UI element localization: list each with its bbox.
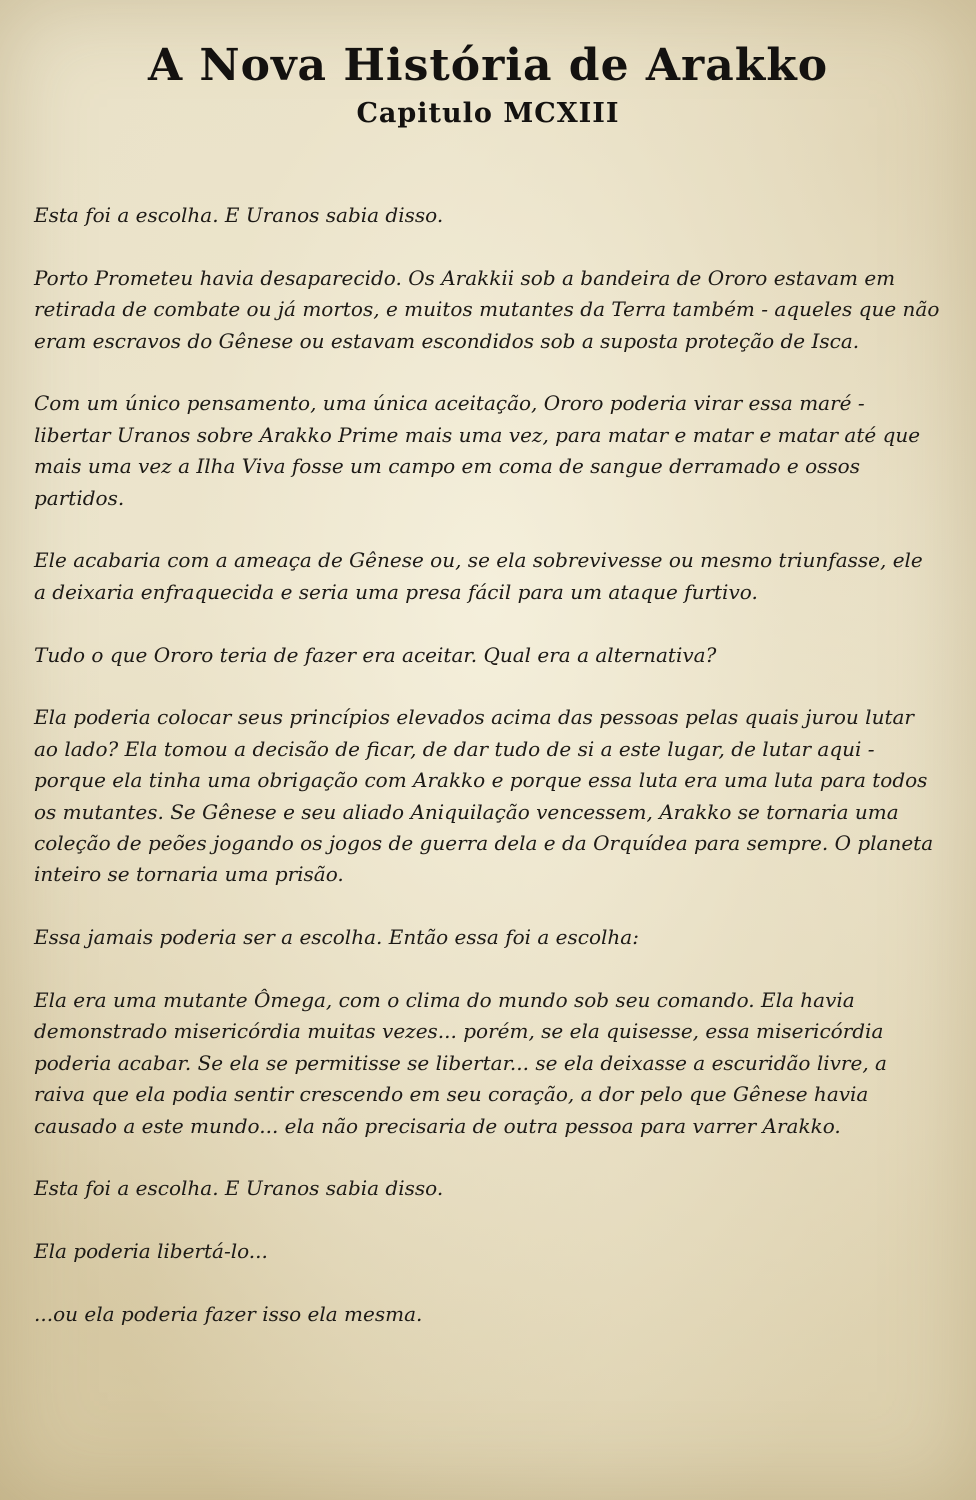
- paragraph: Essa jamais poderia ser a escolha. Então essa foi a escolha:: [34, 925, 639, 950]
- paragraph: Ele acabaria com a ameaça de Gênese ou, se ela sobrevivesse ou mesmo triunfasse, ele a deixaria enfraquecida e seria uma presa fácil para um ataque furtivo.: [34, 548, 923, 604]
- paragraph: Com um único pensamento, uma única aceitação, Ororo poderia virar essa maré - libertar Uranos sobre Arakko Prime mais uma vez, para matar e matar e matar até que mais uma vez a Ilha Viva fosse um campo em coma de sangue derramado e ossos partidos.: [34, 391, 921, 510]
- paragraph: Porto Prometeu havia desaparecido. Os Arakkii sob a bandeira de Ororo estavam em retirada de combate ou já mortos, e muitos mutantes da Terra também - aqueles que não eram escravos do Gênese ou estavam escondidos sob a suposta proteção de Isca.: [34, 265, 940, 353]
- chapter-subtitle: Capitulo MCXIII: [356, 98, 620, 129]
- paragraph: Tudo o que Ororo teria de fazer era aceitar. Qual era a alternativa?: [34, 642, 717, 667]
- paragraph: Ela poderia colocar seus princípios elevados acima das pessoas pelas quais jurou lutar ao lado? Ela tomou a decisão de ficar, de dar tudo de si a este lugar, de lutar aqui - porque ela tinha uma obrigação com Arakko e porque essa luta era uma luta para todos os mutantes. Se Gênese e seu aliado Aniquilação vencessem, Arakko se tornaria uma coleção de peões jogando os jogos de guerra dela e da Orquídea para sempre. O planeta inteiro se tornaria uma prisão.: [34, 705, 934, 887]
- paragraph: ...ou ela poderia fazer isso ela mesma.: [34, 1302, 423, 1327]
- paragraph: Esta foi a escolha. E Uranos sabia disso.: [34, 1176, 444, 1201]
- paragraph: Ela era uma mutante Ômega, com o clima do mundo sob seu comando. Ela havia demonstrado misericórdia muitas vezes... porém, se ela quisesse, essa misericórdia poderia acabar. Se ela se permitisse se libertar... se ela deixasse a escuridão livre, a raiva que ela podia sentir crescendo em seu coração, a dor pelo que Gênese havia causado a este mundo... ela não precisaria de outra pessoa para varrer Arakko.: [34, 988, 887, 1138]
- paragraph: Ela poderia libertá-lo...: [34, 1239, 268, 1264]
- page-title: A Nova História de Arakko: [147, 40, 829, 91]
- paragraph: Esta foi a escolha. E Uranos sabia disso.: [34, 203, 444, 227]
- story-body: [34, 200, 940, 1362]
